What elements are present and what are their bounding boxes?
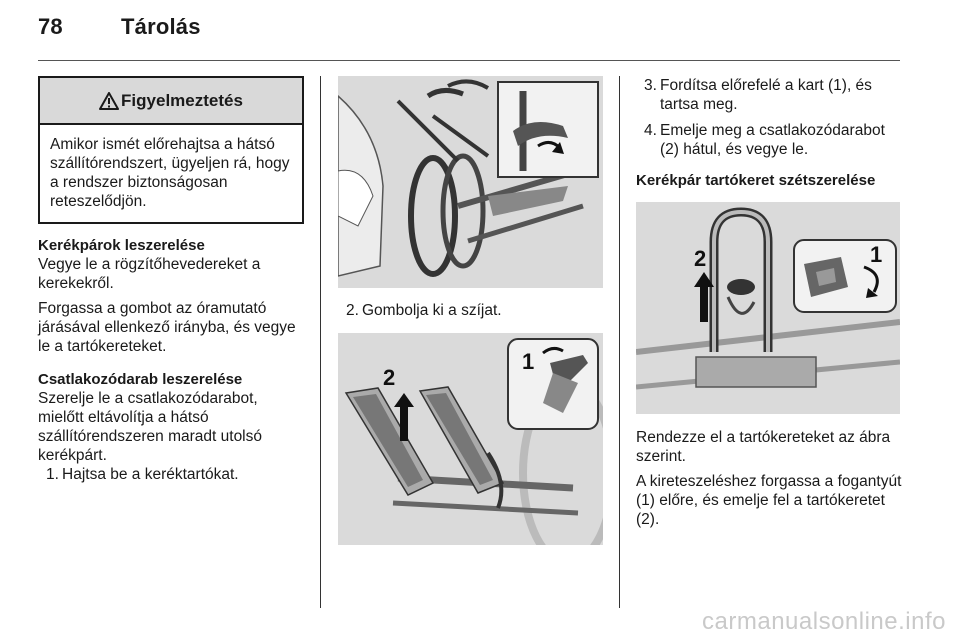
warning-text: Amikor ismét előrehajtsa a hátsó szállítórendszert, ügyeljen rá, hogy a rendszer biztonságosan reteszelődjön. xyxy=(50,136,290,210)
figure-callout-2: 2 xyxy=(694,246,707,271)
frame-disassembly-illustration xyxy=(636,202,900,414)
warning-title: Figyelmeztetés xyxy=(121,91,243,110)
list-text: Emelje meg a csatlakozódarabot (2) hátul, és vegye le. xyxy=(660,122,885,158)
column-divider xyxy=(320,76,321,608)
paragraph: A kireteszeléshez forgassa a fogantyút (1) előre, és emelje fel a tartókeretet (2). xyxy=(636,473,902,528)
figure-callout-2: 2 xyxy=(383,365,396,390)
column-left xyxy=(38,76,304,484)
page-number: 78 xyxy=(38,14,63,39)
page-title: Tárolás xyxy=(121,14,201,39)
list-item xyxy=(338,301,603,320)
list-number: 2. xyxy=(346,302,359,319)
figure-callout-1: 1 xyxy=(522,349,535,374)
section-heading-frame-disassembly: Kerékpár tartókeret szétszerelése xyxy=(636,172,876,189)
list-number: 4. xyxy=(644,122,657,139)
section-heading-connector-removal: Csatlakozódarab leszerelése xyxy=(38,371,243,388)
list-text: Gombolja ki a szíjat. xyxy=(362,302,502,319)
section-heading-bike-removal: Kerékpárok leszerelése xyxy=(38,237,205,254)
paragraph: Szerelje le a csatlakozódarabot, mielőtt eltávolítja a hátsó szállítórendszeren maradt utolsó kerékpárt. xyxy=(38,390,263,464)
list-text: Hajtsa be a keréktartókat. xyxy=(62,466,239,483)
figure-callout-1: 1 xyxy=(870,242,883,267)
paragraph: Forgassa a gombot az óramutató járásával ellenkező irányba, és vegye le a tartókereteket. xyxy=(38,300,296,355)
paragraph: Vegye le a rögzítőhevedereket a kerekekről. xyxy=(38,256,261,292)
list-item xyxy=(636,76,902,114)
column-divider xyxy=(619,76,620,608)
watermark: carmanualsonline.info xyxy=(702,608,946,635)
list-item xyxy=(38,465,304,484)
warning-triangle-icon xyxy=(99,92,119,110)
warning-box xyxy=(38,76,304,224)
bike-carrier-illustration xyxy=(338,76,603,288)
column-middle xyxy=(338,76,603,545)
paragraph: Rendezze el a tartókereteket az ábra szerint. xyxy=(636,429,891,465)
connector-removal-illustration xyxy=(338,333,603,545)
header-rule xyxy=(38,60,900,61)
list-text: Fordítsa előrefelé a kart (1), és tartsa meg. xyxy=(660,77,872,113)
list-number: 3. xyxy=(644,77,657,94)
list-item xyxy=(636,121,902,159)
warning-header xyxy=(40,78,302,125)
list-number: 1. xyxy=(46,466,59,483)
column-right xyxy=(636,76,902,529)
